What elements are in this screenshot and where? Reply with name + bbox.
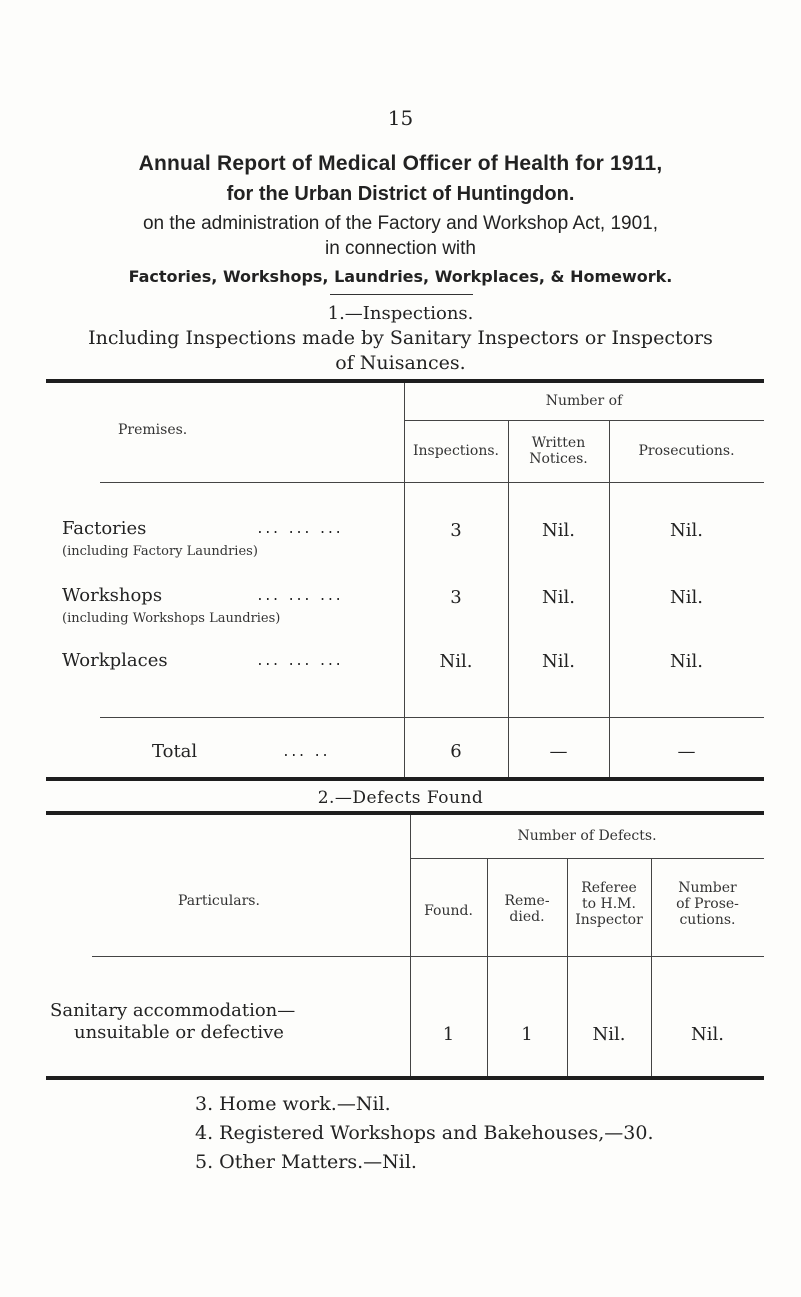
group-header-rule	[404, 420, 764, 421]
total-top-rule	[100, 717, 764, 718]
column-header-premises: Premises.	[118, 422, 188, 438]
row-label: Workshops	[62, 585, 163, 606]
dot-leader: ... ... ...	[256, 522, 343, 537]
column-header-prosecutions-line: of Prose-	[676, 896, 739, 912]
column-header-found: Found.	[424, 903, 473, 919]
cell-found: 1	[442, 1024, 455, 1045]
table-border-bottom	[46, 1076, 764, 1080]
dot-leader: ... ..	[282, 745, 329, 760]
row-label: Factories	[62, 518, 147, 539]
cell-notices: Nil.	[542, 651, 575, 672]
cell-prosecutions: Nil.	[670, 651, 703, 672]
column-header-referred-line: Inspector	[575, 912, 643, 928]
table-border-top	[46, 379, 764, 383]
cell-prosecutions: Nil.	[691, 1024, 724, 1045]
column-header-referred-line: Referee	[581, 880, 637, 896]
section-inspections-note: Including Inspections made by Sanitary Inspectors or Inspectors	[88, 327, 713, 349]
cell-prosecutions: Nil.	[670, 520, 703, 541]
column-header-remedied-line: died.	[509, 909, 545, 925]
column-header-referred	[567, 880, 651, 928]
header-bottom-rule	[100, 482, 764, 483]
table-border-bottom	[46, 777, 764, 781]
row-label: Workplaces	[62, 650, 168, 671]
column-header-inspections: Inspections.	[412, 443, 499, 459]
section-inspections-heading: 1.—Inspections.	[327, 303, 474, 324]
column-header-notices-line: Notices.	[529, 451, 588, 467]
cell-remedied: 1	[521, 1024, 533, 1045]
column-header-prosecutions: Prosecutions.	[638, 443, 735, 459]
column-header-particulars: Particulars.	[178, 893, 260, 909]
column-header-written-notices	[508, 435, 609, 467]
divider	[330, 294, 473, 295]
cell-total-prosecutions: —	[677, 741, 696, 762]
cell-inspections: 3	[450, 520, 462, 541]
cell-notices: Nil.	[542, 520, 575, 541]
dot-leader: ... ... ...	[256, 589, 343, 604]
cell-inspections: 3	[450, 587, 462, 608]
item-other-matters: 5. Other Matters.—Nil.	[195, 1151, 417, 1173]
group-header-rule	[410, 858, 764, 859]
cell-referred: Nil.	[592, 1024, 626, 1045]
section-inspections-note-2: of Nuisances.	[335, 352, 466, 374]
column-header-referred-line: to H.M.	[582, 896, 636, 912]
cell-notices: Nil.	[542, 587, 575, 608]
report-subtitle: on the administration of the Factory and Workshop Act, 1901,	[142, 213, 659, 234]
column-header-remedied-line: Reme-	[504, 893, 550, 909]
row-label: Sanitary accommodation—	[50, 1000, 296, 1021]
row-sublabel: (including Factory Laundries)	[62, 544, 258, 559]
section-defects-heading: 2.—Defects Found	[317, 788, 484, 808]
dot-leader: ... ... ...	[256, 654, 343, 669]
column-header-written-line: Written	[531, 435, 586, 451]
group-header-number-of: Number of	[545, 393, 623, 409]
row-label-continued: unsuitable or defective	[74, 1022, 284, 1043]
column-header-prosecutions-line: Number	[678, 880, 737, 896]
column-header-remedied	[487, 893, 567, 925]
item-home-work: 3. Home work.—Nil.	[195, 1093, 391, 1115]
column-header-number-of-prosecutions	[651, 880, 764, 928]
cell-prosecutions: Nil.	[670, 587, 703, 608]
report-district: for the Urban District of Huntingdon.	[226, 183, 575, 205]
header-bottom-rule	[92, 956, 764, 957]
group-header-number-of-defects: Number of Defects.	[517, 828, 657, 844]
table-border-top	[46, 811, 764, 815]
row-sublabel: (including Workshops Laundries)	[62, 611, 281, 626]
report-title: Annual Report of Medical Officer of Health for 1911,	[138, 152, 663, 175]
report-categories: Factories, Workshops, Laundries, Workplaces, & Homework.	[128, 267, 673, 286]
cell-total-inspections: 6	[450, 741, 462, 762]
item-registered-workshops: 4. Registered Workshops and Bakehouses,—30.	[195, 1122, 654, 1144]
column-header-prosecutions-line: cutions.	[679, 912, 736, 928]
report-subtitle-connection: in connection with	[324, 238, 477, 259]
total-label: Total	[152, 741, 198, 762]
cell-total-notices: —	[549, 741, 568, 762]
cell-inspections: Nil.	[439, 651, 473, 672]
page-number: 15	[387, 106, 414, 130]
